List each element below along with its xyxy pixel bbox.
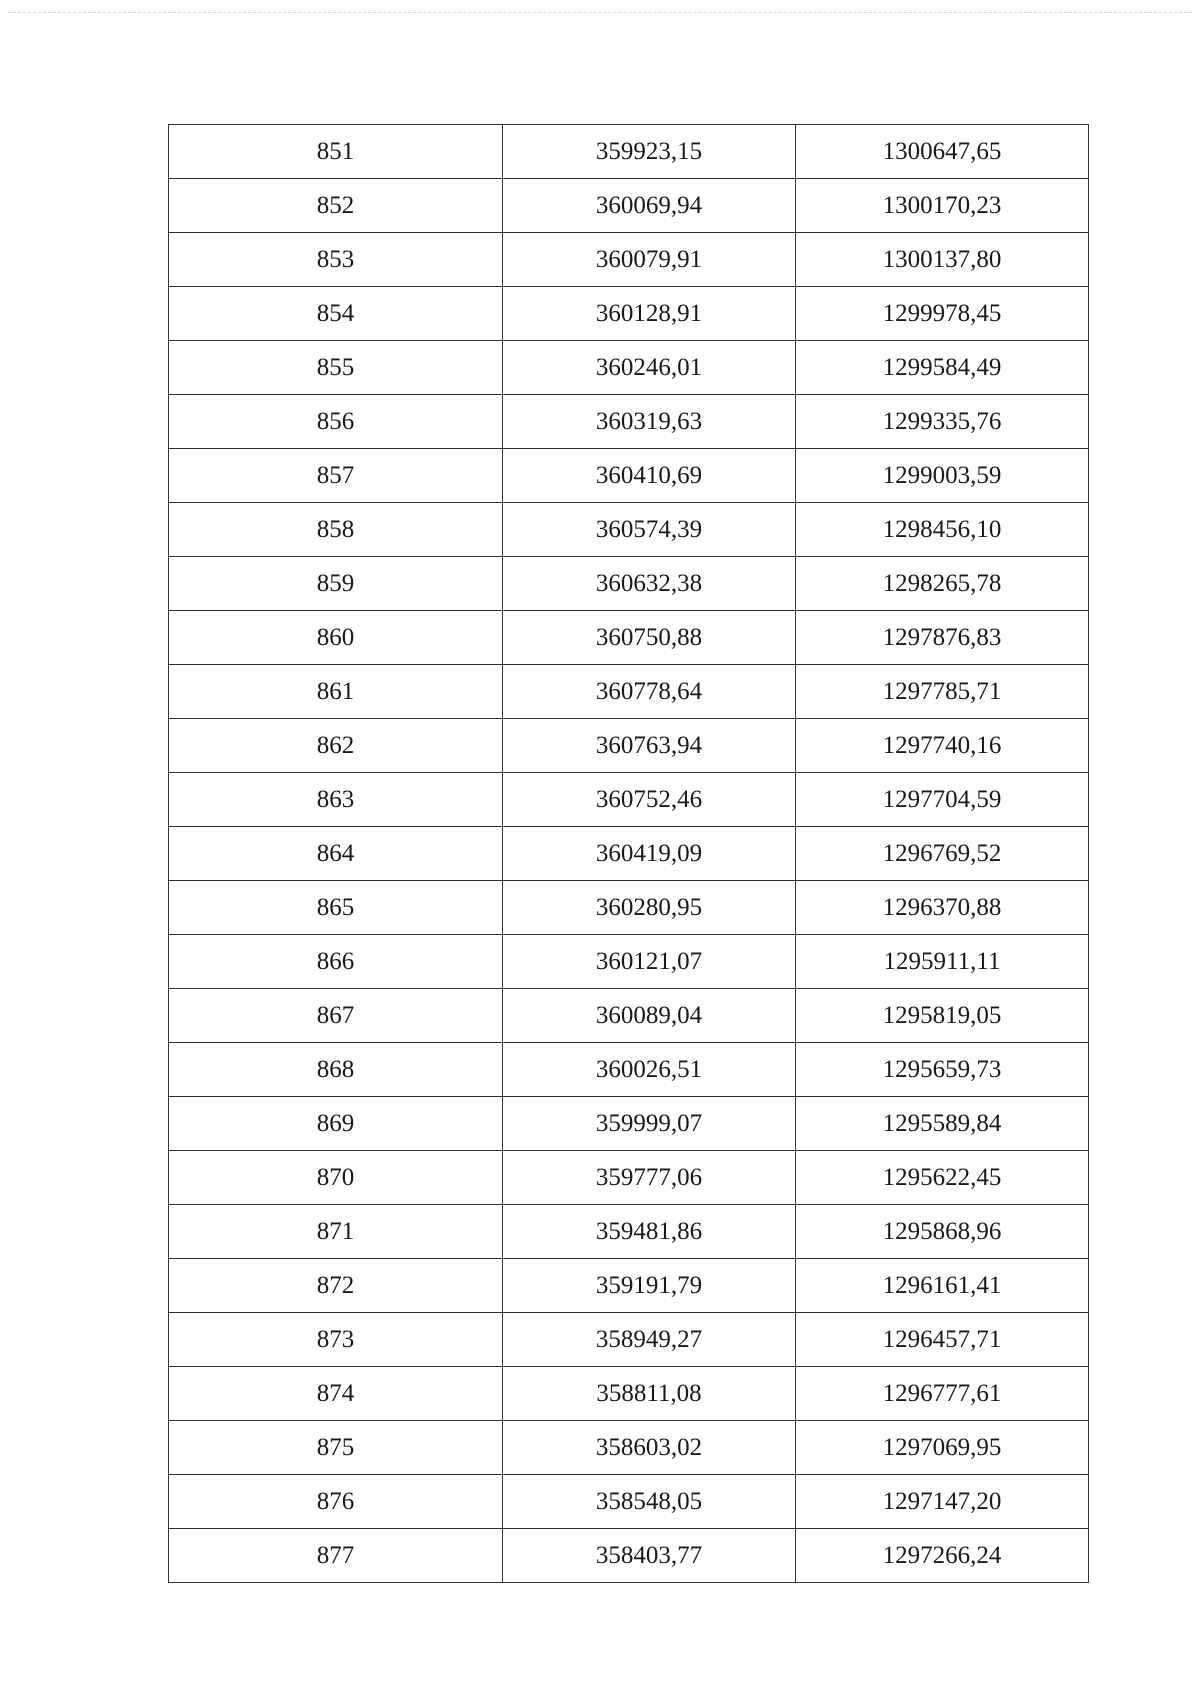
table-row (169, 449, 1089, 503)
table-row (169, 989, 1089, 1043)
y-coordinate-cell: 1297876,83 (796, 611, 1089, 665)
y-coordinate-cell: 1295819,05 (796, 989, 1089, 1043)
table-row (169, 503, 1089, 557)
point-number-cell: 875 (169, 1421, 503, 1475)
y-coordinate-cell: 1295868,96 (796, 1205, 1089, 1259)
y-coordinate-cell: 1300170,23 (796, 179, 1089, 233)
y-coordinate-cell: 1297740,16 (796, 719, 1089, 773)
point-number-cell: 874 (169, 1367, 503, 1421)
x-coordinate-cell: 360574,39 (503, 503, 796, 557)
x-coordinate-cell: 359481,86 (503, 1205, 796, 1259)
x-coordinate-cell: 360069,94 (503, 179, 796, 233)
point-number-cell: 873 (169, 1313, 503, 1367)
point-number-cell: 867 (169, 989, 503, 1043)
x-coordinate-cell: 360280,95 (503, 881, 796, 935)
x-coordinate-cell: 360763,94 (503, 719, 796, 773)
table-row (169, 1529, 1089, 1583)
y-coordinate-cell: 1297147,20 (796, 1475, 1089, 1529)
y-coordinate-cell: 1297266,24 (796, 1529, 1089, 1583)
table-row (169, 125, 1089, 179)
y-coordinate-cell: 1300137,80 (796, 233, 1089, 287)
table-row (169, 827, 1089, 881)
y-coordinate-cell: 1295659,73 (796, 1043, 1089, 1097)
point-number-cell: 869 (169, 1097, 503, 1151)
point-number-cell: 852 (169, 179, 503, 233)
table-row (169, 1367, 1089, 1421)
y-coordinate-cell: 1296161,41 (796, 1259, 1089, 1313)
point-number-cell: 854 (169, 287, 503, 341)
point-number-cell: 862 (169, 719, 503, 773)
y-coordinate-cell: 1300647,65 (796, 125, 1089, 179)
x-coordinate-cell: 359191,79 (503, 1259, 796, 1313)
table-row (169, 881, 1089, 935)
point-number-cell: 866 (169, 935, 503, 989)
point-number-cell: 863 (169, 773, 503, 827)
point-number-cell: 870 (169, 1151, 503, 1205)
y-coordinate-cell: 1296777,61 (796, 1367, 1089, 1421)
y-coordinate-cell: 1297785,71 (796, 665, 1089, 719)
point-number-cell: 872 (169, 1259, 503, 1313)
y-coordinate-cell: 1295589,84 (796, 1097, 1089, 1151)
x-coordinate-cell: 360419,09 (503, 827, 796, 881)
coordinates-table (168, 124, 1089, 1583)
point-number-cell: 853 (169, 233, 503, 287)
y-coordinate-cell: 1299003,59 (796, 449, 1089, 503)
table-row (169, 341, 1089, 395)
point-number-cell: 855 (169, 341, 503, 395)
table-row (169, 1043, 1089, 1097)
x-coordinate-cell: 360089,04 (503, 989, 796, 1043)
point-number-cell: 858 (169, 503, 503, 557)
table-row (169, 719, 1089, 773)
table-row (169, 1313, 1089, 1367)
coordinates-table-body (169, 125, 1089, 1583)
table-row (169, 1421, 1089, 1475)
x-coordinate-cell: 360026,51 (503, 1043, 796, 1097)
point-number-cell: 865 (169, 881, 503, 935)
x-coordinate-cell: 360750,88 (503, 611, 796, 665)
y-coordinate-cell: 1298456,10 (796, 503, 1089, 557)
x-coordinate-cell: 360079,91 (503, 233, 796, 287)
table-row (169, 665, 1089, 719)
point-number-cell: 877 (169, 1529, 503, 1583)
y-coordinate-cell: 1296769,52 (796, 827, 1089, 881)
x-coordinate-cell: 360752,46 (503, 773, 796, 827)
table-row (169, 1097, 1089, 1151)
y-coordinate-cell: 1297069,95 (796, 1421, 1089, 1475)
point-number-cell: 876 (169, 1475, 503, 1529)
table-row (169, 1259, 1089, 1313)
point-number-cell: 859 (169, 557, 503, 611)
x-coordinate-cell: 359923,15 (503, 125, 796, 179)
x-coordinate-cell: 358603,02 (503, 1421, 796, 1475)
point-number-cell: 864 (169, 827, 503, 881)
x-coordinate-cell: 360121,07 (503, 935, 796, 989)
x-coordinate-cell: 360632,38 (503, 557, 796, 611)
table-row (169, 1475, 1089, 1529)
x-coordinate-cell: 360246,01 (503, 341, 796, 395)
y-coordinate-cell: 1295911,11 (796, 935, 1089, 989)
point-number-cell: 871 (169, 1205, 503, 1259)
point-number-cell: 857 (169, 449, 503, 503)
table-row (169, 1205, 1089, 1259)
point-number-cell: 860 (169, 611, 503, 665)
y-coordinate-cell: 1299978,45 (796, 287, 1089, 341)
point-number-cell: 856 (169, 395, 503, 449)
table-row (169, 179, 1089, 233)
x-coordinate-cell: 358811,08 (503, 1367, 796, 1421)
y-coordinate-cell: 1295622,45 (796, 1151, 1089, 1205)
table-row (169, 611, 1089, 665)
page-top-divider (8, 12, 1192, 13)
y-coordinate-cell: 1296457,71 (796, 1313, 1089, 1367)
x-coordinate-cell: 360128,91 (503, 287, 796, 341)
point-number-cell: 851 (169, 125, 503, 179)
x-coordinate-cell: 358949,27 (503, 1313, 796, 1367)
point-number-cell: 868 (169, 1043, 503, 1097)
y-coordinate-cell: 1299335,76 (796, 395, 1089, 449)
point-number-cell: 861 (169, 665, 503, 719)
y-coordinate-cell: 1296370,88 (796, 881, 1089, 935)
x-coordinate-cell: 358548,05 (503, 1475, 796, 1529)
table-row (169, 287, 1089, 341)
y-coordinate-cell: 1298265,78 (796, 557, 1089, 611)
table-row (169, 773, 1089, 827)
x-coordinate-cell: 358403,77 (503, 1529, 796, 1583)
y-coordinate-cell: 1297704,59 (796, 773, 1089, 827)
table-row (169, 233, 1089, 287)
table-row (169, 395, 1089, 449)
table-row (169, 1151, 1089, 1205)
x-coordinate-cell: 360410,69 (503, 449, 796, 503)
x-coordinate-cell: 360319,63 (503, 395, 796, 449)
table-row (169, 557, 1089, 611)
y-coordinate-cell: 1299584,49 (796, 341, 1089, 395)
x-coordinate-cell: 359777,06 (503, 1151, 796, 1205)
x-coordinate-cell: 360778,64 (503, 665, 796, 719)
x-coordinate-cell: 359999,07 (503, 1097, 796, 1151)
table-row (169, 935, 1089, 989)
